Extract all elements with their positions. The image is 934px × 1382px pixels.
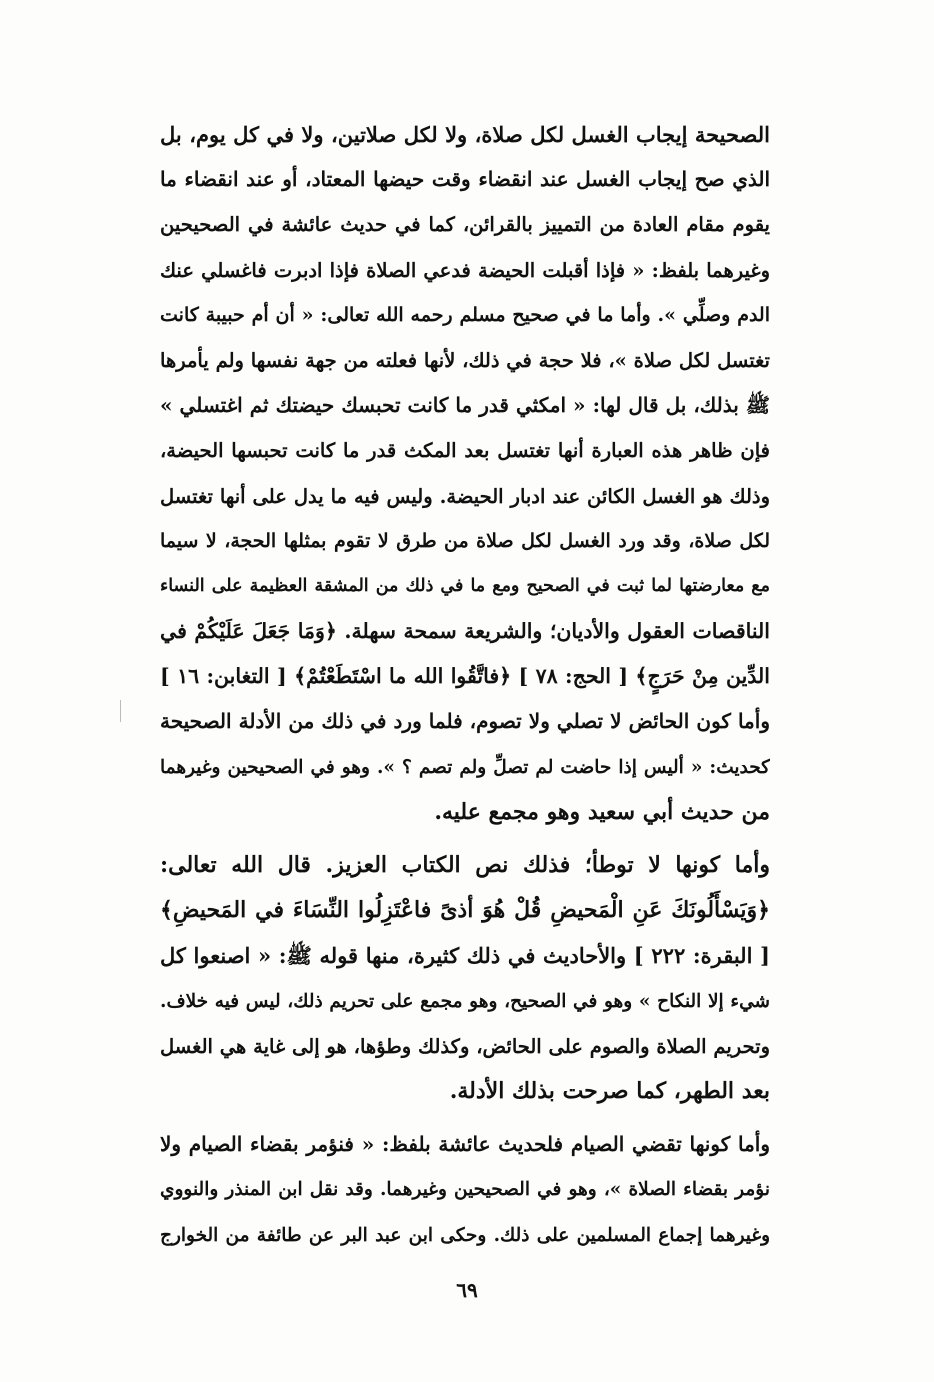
body-text — [160, 112, 770, 1258]
text-line: ﴿وَيَسْأَلُونَكَ عَنِ الْمَحيضِ قُلْ هُوَ أذىً فاعْتَزِلُوا النِّسَاءَ في المَحيضِ﴾ — [160, 897, 770, 924]
text-line: الدِّين مِنْ حَرَجٍ﴾ [ الحج: ٧٨ ] ﴿فاتَّقُوا الله ما اسْتَطَعْتُمْ﴾ [ التغابن: ١٦ ] — [160, 664, 770, 689]
margin-mark — [120, 700, 121, 722]
paragraph-3 — [160, 1122, 770, 1258]
paragraph-2 — [160, 843, 770, 1114]
text-line: وأما كون الحائض لا تصلي ولا تصوم، فلما ورد في ذلك من الأدلة الصحيحة — [160, 709, 770, 734]
text-line: الدم وصلِّي ». وأما ما في صحيح مسلم رحمه الله تعالى: « أن أم حبيبة كانت — [160, 303, 770, 326]
text-line: الناقصات العقول والأديان؛ والشريعة سمحة سهلة. ﴿وَمَا جَعَلَ عَلَيْكُمْ في — [160, 619, 770, 644]
text-line: فإن ظاهر هذه العبارة أنها تغتسل بعد المكث قدر ما كانت تحبسها الحيضة، — [160, 439, 770, 463]
paragraph-gap — [160, 835, 770, 843]
text-line: لكل صلاة، وقد ورد الغسل لكل صلاة من طرق لا تقوم بمثلها الحجة، لا سيما — [160, 529, 770, 552]
text-line: ﷺ بذلك، بل قال لها: « امكثي قدر ما كانت تحبسك حيضتك ثم اغتسلي » — [160, 393, 770, 418]
paragraph-1 — [160, 112, 770, 835]
text-line: وذلك هو الغسل الكائن عند ادبار الحيضة. وليس فيه ما يدل على أنها تغتسل — [160, 484, 770, 508]
text-line: نؤمر بقضاء الصلاة »، وهو في الصحيحين وغيرهما. وقد نقل ابن المنذر والنووي — [160, 1179, 770, 1201]
text-line: وتحريم الصلاة والصوم على الحائض، وكذلك وطؤها، هو إلى غاية هي الغسل — [160, 1034, 770, 1058]
text-line: مع معارضتها لما ثبت في الصحيح ومع ما في ذلك من المشقة العظيمة على النساء — [160, 575, 770, 596]
text-line: من حديث أبي سعيد وهو مجمع عليه. — [434, 798, 770, 825]
text-line: الصحيحة إيجاب الغسل لكل صلاة، ولا لكل صلاتين، ولا في كل يوم، بل — [160, 122, 770, 147]
text-line: وغيرهما بلفظ: « فإذا أقبلت الحيضة فدعي الصلاة فإذا ادبرت فاغسلي عنك — [160, 258, 770, 282]
text-line: بعد الطهر، كما صرحت بذلك الأدلة. — [449, 1077, 770, 1104]
text-line: [ البقرة: ٢٢٢ ] والأحاديث في ذلك كثيرة، منها قوله ﷺ: « اصنعوا كل — [160, 943, 770, 969]
text-line: كحديث: « أليس إذا حاضت لم تصلِّ ولم تصم ؟ ». وهو في الصحيحين وغيرهما — [160, 756, 770, 778]
text-line: تغتسل لكل صلاة »، فلا حجة في ذلك، لأنها فعلته من جهة نفسها ولم يأمرها — [160, 348, 770, 372]
text-line: الذي صح إيجاب الغسل عند انقضاء وقت حيضها المعتاد، أو عند انقضاء ما — [160, 167, 770, 192]
paragraph-gap — [160, 1114, 770, 1122]
text-line: وأما كونها تقضي الصيام فلحديث عائشة بلفظ: « فنؤمر بقضاء الصيام ولا — [160, 1132, 770, 1157]
text-line: يقوم مقام العادة من التمييز بالقرائن، كما في حديث عائشة في الصحيحين — [160, 213, 770, 237]
text-line: وغيرهما إجماع المسلمين على ذلك. وحكى ابن عبد البر عن طائفة من الخوارج — [160, 1224, 770, 1246]
page-number: ٦٩ — [456, 1278, 478, 1302]
text-line: وأما كونها لا توطأ؛ فذلك نص الكتاب العزيز. قال الله تعالى: — [160, 852, 770, 878]
text-line: شيء إلا النكاح » وهو في الصحيح، وهو مجمع على تحريم ذلك، ليس فيه خلاف. — [160, 990, 770, 1012]
